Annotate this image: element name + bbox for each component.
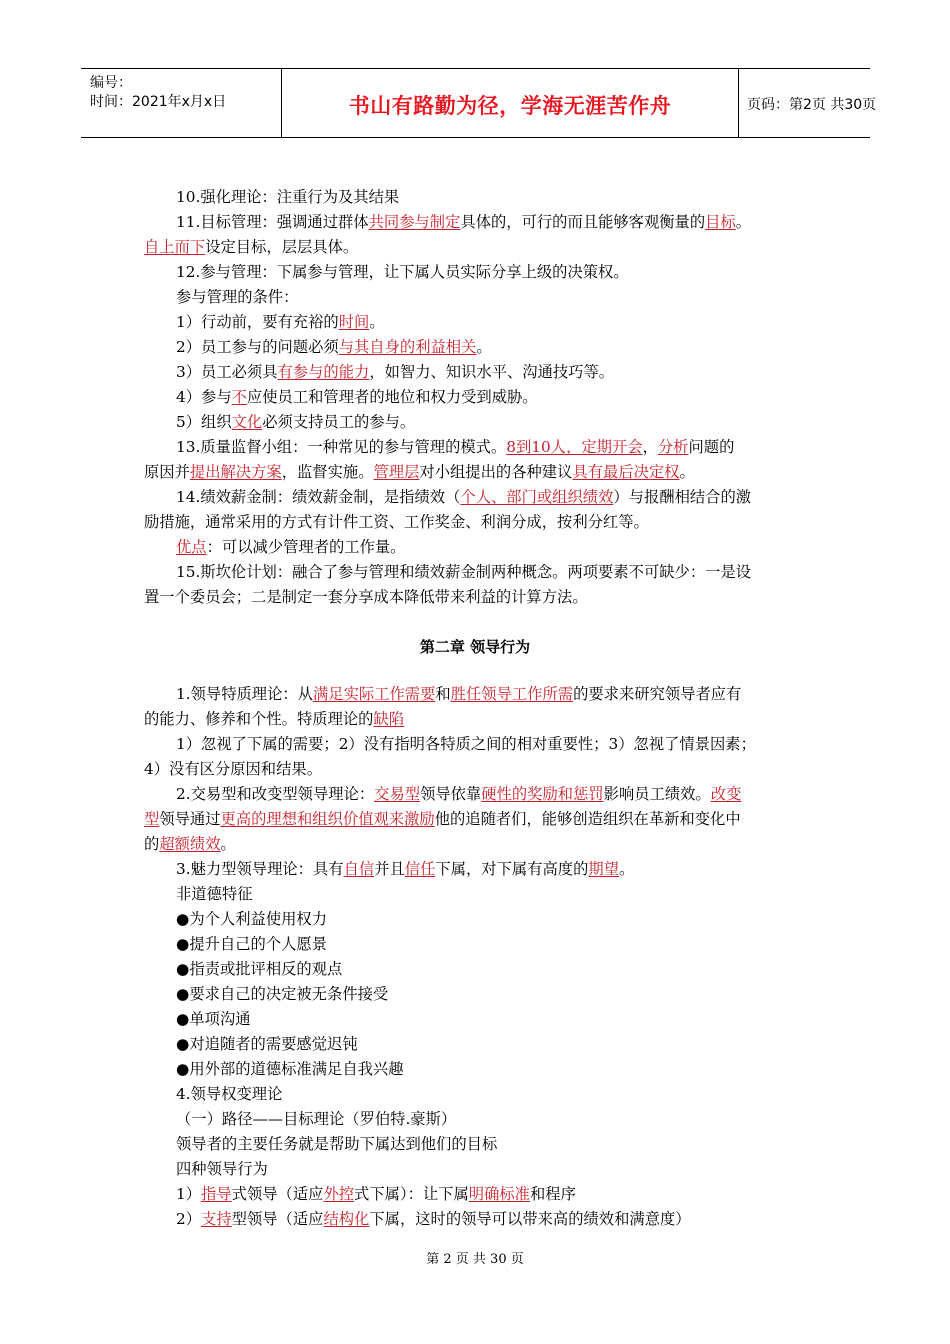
highlighted-term: 支持: [201, 1210, 232, 1228]
text-run: 问题的: [688, 438, 735, 456]
text-line: [176, 734, 756, 754]
text-run: 3）员工必须具: [176, 363, 278, 381]
text-run: 应使员工和管理者的地位和权力受到威胁。: [246, 388, 538, 406]
text-run: 13.质量监督小组：一种常见的参与管理的模式。: [176, 438, 507, 456]
text-line: [176, 984, 388, 1004]
text-line: [176, 1159, 268, 1179]
highlighted-term: 缺陷: [373, 710, 405, 728]
text-run: ，监督实施。: [281, 463, 374, 481]
text-line: [176, 387, 538, 407]
text-line: [176, 262, 629, 282]
text-run: 12.参与管理：下属参与管理，让下属人员实际分享上级的决策权。: [176, 263, 629, 281]
text-run: 具体的，可行的而且能够客观衡量的: [460, 213, 706, 231]
text-run: 1）忽视了下属的需要；2）没有指明各特质之间的相对重要性；3）忽视了情景因素；: [176, 735, 756, 753]
highlighted-term: 型: [144, 810, 160, 828]
text-line: [144, 759, 322, 779]
date-label: 时间：2021年x月x日: [90, 94, 227, 110]
text-run: 。: [735, 213, 752, 231]
text-run: 2）员工参与的问题必须: [176, 338, 339, 356]
text-line: [176, 1034, 358, 1054]
chapter-title: 第二章 领导行为: [419, 638, 531, 656]
text-run: ●为个人利益使用权力: [176, 910, 328, 928]
text-run: 1）: [176, 1185, 202, 1203]
text-run: 5）组织: [176, 413, 232, 431]
highlighted-term: 自上而下: [144, 238, 206, 256]
text-line: [176, 1059, 404, 1079]
text-line: [144, 237, 358, 257]
highlighted-term: 期望: [588, 860, 619, 878]
text-run: ●指责或批评相反的观点: [176, 960, 343, 978]
text-run: 。: [619, 860, 635, 878]
highlighted-term: 自信: [343, 860, 375, 878]
text-line: [176, 684, 741, 704]
text-run: 。: [220, 835, 236, 853]
highlighted-term: 不: [231, 388, 247, 406]
highlighted-term: 指导: [201, 1185, 232, 1203]
text-run: 领导者的主要任务就是帮助下属达到他们的目标: [176, 1135, 498, 1153]
text-line: [176, 187, 399, 207]
highlighted-term: 时间: [338, 313, 370, 331]
text-run: 他的追随者们，能够创造组织在革新和变化中: [434, 810, 741, 828]
highlighted-term: 胜任领导工作所需: [450, 685, 574, 703]
highlighted-term: 个人、部门或组织绩效: [460, 488, 614, 506]
text-line: [144, 462, 695, 482]
text-run: （一）路径——目标理论（罗伯特.豪斯）: [176, 1110, 457, 1128]
text-line: [144, 809, 741, 829]
text-run: 。: [679, 463, 695, 481]
header-motto-cell: [281, 69, 739, 137]
highlighted-term: 硬性的奖励和惩罚: [481, 785, 604, 803]
text-line: [176, 487, 751, 507]
text-line: [176, 859, 634, 879]
text-run: ●单项沟通: [176, 1010, 251, 1028]
highlighted-term: 目标: [705, 213, 736, 231]
text-line: [144, 512, 649, 532]
text-run: ●对追随者的需要感觉迟钝: [176, 1035, 358, 1053]
text-run: 的要求来研究领导者应有: [573, 685, 742, 703]
text-run: 下属，对下属有高度的: [435, 860, 589, 878]
highlighted-term: 结构化: [323, 1210, 370, 1228]
text-run: 。: [369, 313, 385, 331]
text-line: [176, 884, 253, 904]
text-run: ，如智力、知识水平、沟通技巧等。: [369, 363, 615, 381]
text-run: ）与报酬相结合的激: [613, 488, 752, 506]
text-run: 励措施，通常采用的方式有计件工资、工作奖金、利润分成，按利分红等。: [144, 513, 649, 531]
text-line: [176, 784, 741, 804]
highlighted-term: 外控: [323, 1185, 355, 1203]
text-run: 式领导（适应: [231, 1185, 324, 1203]
text-run: 2）: [176, 1210, 202, 1228]
text-run: 14.绩效薪金制：绩效薪金制，是指绩效（: [176, 488, 461, 506]
text-run: 下属，这时的领导可以带来高的绩效和满意度）: [369, 1210, 691, 1228]
text-line: [176, 412, 415, 432]
text-run: 置一个委员会；二是制定一套分享成本降低带来利益的计算方法。: [144, 588, 588, 606]
text-run: 设定目标，层层具体。: [205, 238, 359, 256]
highlighted-term: 8到10人，定期开会: [506, 438, 643, 456]
text-run: 领导通过: [159, 810, 221, 828]
text-run: ，: [642, 438, 658, 456]
header-motto: 书山有路勤为径，学海无涯苦作舟: [348, 94, 672, 118]
highlighted-term: 满足实际工作需要: [312, 685, 436, 703]
text-run: 的能力、修养和个性。特质理论的: [144, 710, 374, 728]
text-run: 对小组提出的各种建议: [419, 463, 573, 481]
highlighted-term: 优点: [176, 538, 207, 556]
highlighted-term: 具有最后决定权: [572, 463, 680, 481]
text-run: ：可以减少管理者的工作量。: [206, 538, 406, 556]
text-run: 3.魅力型领导理论：具有: [176, 860, 344, 878]
highlighted-term: 改变: [710, 785, 742, 803]
text-line: [176, 1109, 456, 1129]
text-run: 和程序: [529, 1185, 576, 1203]
highlighted-term: 文化: [231, 413, 263, 431]
text-line: [176, 287, 298, 307]
text-run: 四种领导行为: [176, 1160, 268, 1178]
text-run: 1）行动前，要有充裕的: [176, 313, 339, 331]
text-run: 必须支持员工的参与。: [262, 413, 416, 431]
text-line: [144, 587, 588, 607]
text-run: 1.领导特质理论：从: [176, 685, 313, 703]
text-line: [176, 437, 734, 457]
header-page-cell: [738, 69, 877, 137]
page-footer: 第 2 页 共 30 页: [426, 1252, 524, 1267]
highlighted-term: 信任: [404, 860, 436, 878]
document-number-label: 编号：: [90, 75, 132, 91]
highlighted-term: 共同参与制定: [368, 213, 461, 231]
text-line: [176, 1084, 282, 1104]
text-run: 的: [144, 835, 160, 853]
text-run: 4）没有区分原因和结果。: [144, 760, 322, 778]
text-run: 影响员工绩效。: [603, 785, 711, 803]
highlighted-term: 有参与的能力: [277, 363, 370, 381]
text-line: [176, 362, 614, 382]
text-run: 参与管理的条件：: [176, 288, 299, 306]
text-line: [176, 562, 751, 582]
text-run: 2.交易型和改变型领导理论：: [176, 785, 375, 803]
header-left-cell: [81, 69, 281, 137]
header-page-info: 页码：第2页 共30页: [747, 97, 877, 113]
highlighted-term: 超额绩效: [159, 835, 221, 853]
text-run: 11.目标管理：强调通过群体: [176, 213, 369, 231]
text-line: [176, 959, 342, 979]
text-run: 15.斯坎伦计划：融合了参与管理和绩效薪金制两种概念。两项要素不可缺少：一是设: [176, 563, 752, 581]
text-line: [176, 1209, 691, 1229]
text-line: [176, 212, 751, 232]
text-line: [176, 312, 385, 332]
text-run: 领导依靠: [420, 785, 482, 803]
text-run: 和: [435, 685, 451, 703]
text-line: [176, 909, 327, 929]
highlighted-term: 更高的理想和组织价值观来激励: [220, 810, 435, 828]
text-run: 原因并: [144, 463, 190, 481]
text-run: 式下属）：让下属: [354, 1185, 469, 1203]
text-run: ●提升自己的个人愿景: [176, 935, 328, 953]
highlighted-term: 提出解决方案: [189, 463, 282, 481]
text-line: [176, 337, 492, 357]
text-run: 。: [476, 338, 492, 356]
text-line: [176, 934, 327, 954]
text-run: 型领导（适应: [231, 1210, 324, 1228]
highlighted-term: 交易型: [374, 785, 421, 803]
text-run: 4.领导权变理论: [176, 1085, 283, 1103]
highlighted-term: 管理层: [373, 463, 420, 481]
text-line: [176, 1009, 251, 1029]
text-run: 非道德特征: [176, 885, 253, 903]
page-header: [81, 68, 877, 138]
text-line: [144, 834, 236, 854]
text-run: 10.强化理论：注重行为及其结果: [176, 188, 400, 206]
highlighted-term: 明确标准: [468, 1185, 530, 1203]
text-line: [176, 1134, 497, 1154]
highlighted-term: 与其自身的利益相关: [338, 338, 477, 356]
text-run: ●要求自己的决定被无条件接受: [176, 985, 389, 1003]
highlighted-term: 分析: [657, 438, 689, 456]
text-run: 4）参与: [176, 388, 232, 406]
text-line: [176, 1184, 576, 1204]
text-line: [176, 537, 405, 557]
text-run: 并且: [374, 860, 405, 878]
text-run: ●用外部的道德标准满足自我兴趣: [176, 1060, 404, 1078]
text-line: [144, 709, 404, 729]
